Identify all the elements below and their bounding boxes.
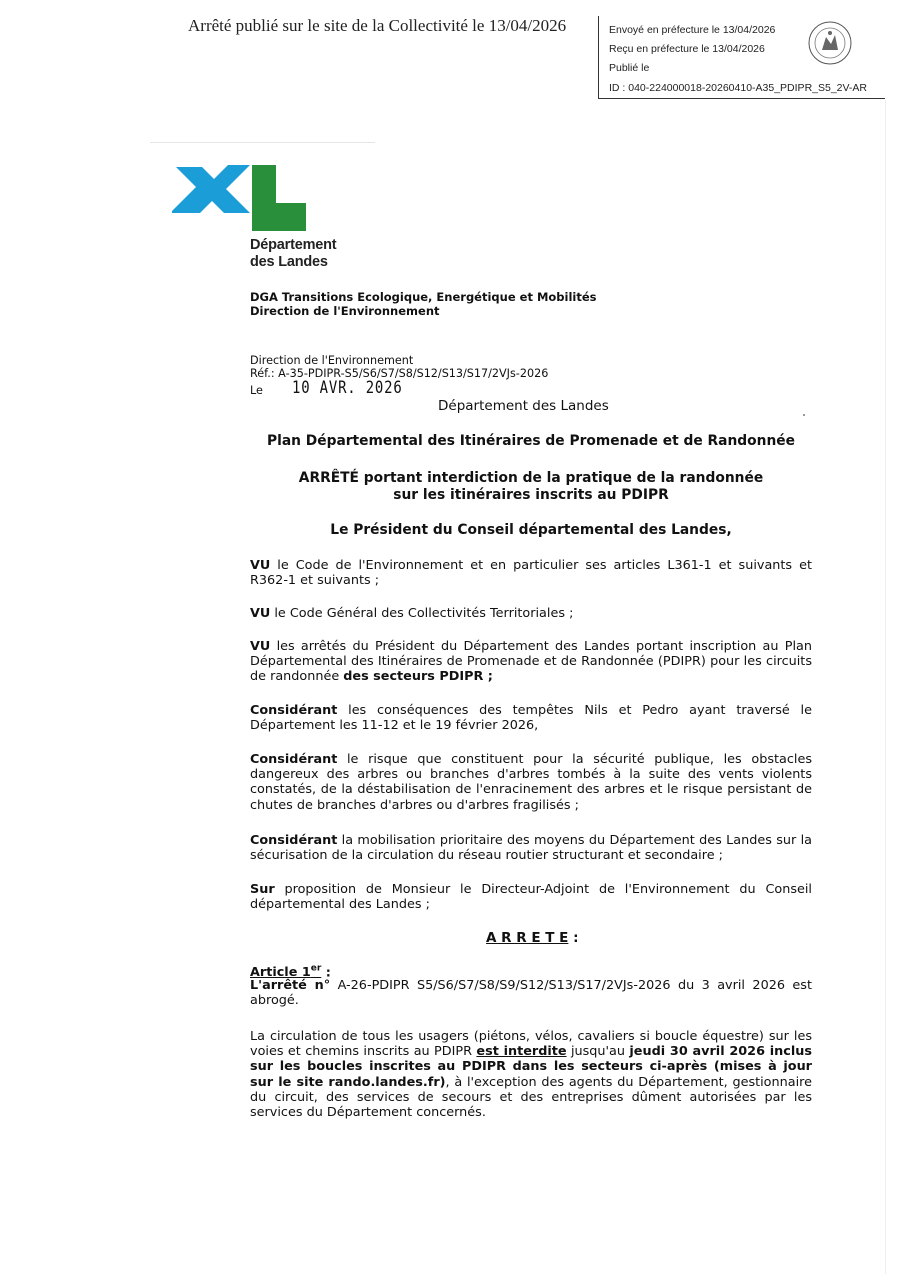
clause-lead: Sur	[250, 882, 275, 897]
page-edge	[885, 100, 886, 1274]
arrete-heading-text: A R R E T E	[486, 930, 569, 946]
article-1-p2-c: jusqu'au	[566, 1044, 630, 1060]
article-label-sup: er	[310, 964, 322, 974]
divider	[150, 142, 375, 143]
logo-line-1: Département	[250, 237, 337, 253]
clause-vu-cgct	[250, 606, 812, 621]
article-1-p1-text: A-26-PDIPR S5/S6/S7/S8/S9/S12/S13/S17/2VJs-2026 du 3 avril 2026 est abrogé.	[250, 978, 812, 1009]
clause-lead: VU	[250, 639, 271, 654]
article-colon: :	[321, 965, 331, 981]
plan-title: Plan Départemental des Itinéraires de Promenade et de Randonnée	[266, 433, 796, 449]
clause-vu-environnement	[250, 558, 812, 588]
arrete-title-line-2: sur les itinéraires inscrits au PDIPR	[393, 487, 669, 503]
issuer-block	[250, 290, 596, 318]
department-name: Département des Landes	[438, 398, 609, 414]
clause-text: le Code Général des Collectivités Territoriales ;	[270, 606, 574, 621]
article-1-p2-e: , à l'exception des agents du Département, gestionnaire du circuit, des services de secours et des entreprises dûment autorisées par les services du Département concernés.	[250, 1074, 812, 1121]
logo-wordmark	[250, 237, 336, 271]
clause-sur-proposition	[250, 882, 812, 912]
article-1-p2-b: est interdite	[476, 1044, 567, 1060]
reference-block	[250, 354, 548, 380]
clause-lead: VU	[250, 606, 271, 621]
reference-number: Réf.: A-35-PDIPR-S5/S6/S7/S8/S12/S13/S17/2VJs-2026	[250, 367, 549, 380]
arrete-title	[250, 470, 812, 504]
arrete-title-line-1: ARRÊTÉ portant interdiction de la pratique de la randonnée	[298, 470, 764, 486]
publication-notice: Arrêté publié sur le site de la Collectivité le 13/04/2026	[188, 16, 567, 35]
clause-lead: VU	[250, 558, 271, 573]
arrete-heading-colon: :	[568, 930, 579, 946]
article-1-p2-d: jeudi 30 avril 2026 inclus sur les boucles inscrites au PDIPR dans les secteurs ci-après (mises à jour sur le site rando.landes.fr)	[250, 1044, 812, 1090]
clause-considerant-risque	[250, 752, 812, 813]
article-label-text: Article 1	[250, 965, 311, 981]
reference-direction: Direction de l'Environnement	[250, 354, 414, 367]
clause-lead: Considérant	[250, 833, 338, 848]
clause-text: les arrêtés du Président du Département des Landes portant inscription au Plan Départemental des Itinéraires de Promenade et de Randonnée (PDIPR) pour les circuits de randonnée	[250, 639, 812, 685]
issuer-direction: Direction de l'Environnement	[250, 304, 440, 318]
departement-logo-icon	[172, 165, 307, 235]
seal-icon	[807, 20, 853, 66]
stamp-received: Reçu en préfecture le 13/04/2026	[609, 43, 765, 55]
president-title: Le Président du Conseil départemental des Landes,	[330, 522, 732, 538]
stamp-id: ID : 040-224000018-20260410-A35_PDIPR_S5_2V-AR	[609, 82, 868, 94]
stamp-published: Publié le	[609, 62, 650, 74]
issuer-dga: DGA Transitions Ecologique, Energétique et Mobilités	[250, 290, 597, 304]
clause-considerant-tempetes	[250, 703, 812, 733]
clause-text: les conséquences des tempêtes Nils et Pedro ayant traversé le Département les 11-12 et le 19 février 2026,	[250, 703, 812, 734]
clause-text: la mobilisation prioritaire des moyens du Département des Landes sur la sécurisation de la circulation du réseau routier structurant et secondaire ;	[250, 833, 812, 864]
clause-text: proposition de Monsieur le Directeur-Adjoint de l'Environnement du Conseil départemental des Landes ;	[250, 882, 812, 913]
clause-text: le risque que constituent pour la sécurité publique, les obstacles dangereux des arbres ou branches d'arbres tombés à la suite des vents violents constatés, de la déstabilisation de l'enracinement des arbres et le risque persistant de chutes de branches d'arbres ou d'arbres fragilisés ;	[250, 752, 812, 813]
date-stamp: 10 AVR. 2026	[292, 378, 403, 398]
article-1-p2-a: La circulation de tous les usagers (piétons, vélos, cavaliers si boucle équestre) sur les voies et chemins inscrits au PDIPR	[250, 1029, 812, 1060]
prefecture-stamp	[598, 16, 885, 99]
stamp-sent: Envoyé en préfecture le 13/04/2026	[609, 24, 776, 36]
date-label: Le	[250, 384, 263, 397]
arrete-heading	[486, 930, 579, 946]
clause-bold-tail: des secteurs PDIPR ;	[343, 669, 493, 685]
article-1-paragraph-1	[250, 978, 812, 1008]
clause-text: le Code de l'Environnement et en particulier ses articles L361-1 et suivants et R362-1 et suivants ;	[250, 558, 812, 589]
clause-lead: Considérant	[250, 752, 338, 767]
clause-considerant-mobilisation	[250, 833, 812, 863]
clause-vu-arretes	[250, 639, 812, 685]
logo-line-2: des Landes	[250, 254, 328, 270]
speck	[803, 414, 805, 416]
article-1-paragraph-2	[250, 1029, 812, 1120]
clause-lead: Considérant	[250, 703, 338, 718]
article-1-p1-bold: L'arrêté n°	[250, 978, 331, 993]
